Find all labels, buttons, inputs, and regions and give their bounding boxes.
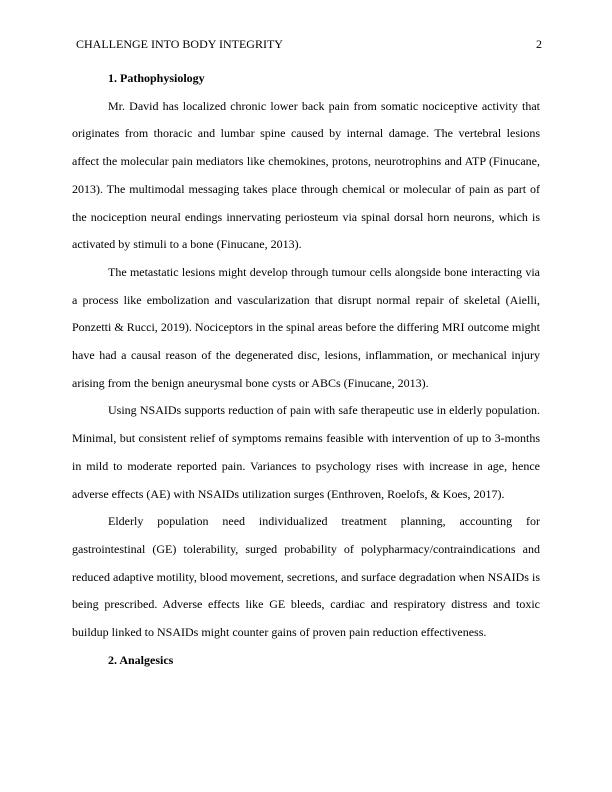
running-head-title: CHALLENGE INTO BODY INTEGRITY xyxy=(76,37,283,51)
paragraph-1: Mr. David has localized chronic lower back pain from somatic nociceptive activity that originates from thoracic and lumbar spine caused by internal damage. The vertebral lesions affect the molecular pain mediators like chemokines, protons, neurotrophins and ATP (Finucane, 2013). The multimodal messaging takes place through chemical or molecular of pain as part of the nociception neural endings innervating periosteum via spinal dorsal horn neurons, which is activated by stimuli to a bone (Finucane, 2013). xyxy=(72,98,540,252)
paragraph-2: The metastatic lesions might develop through tumour cells alongside bone interacting via a process like embolization and vascularization that disrupt normal repair of skeletal (Aielli, Ponzetti & Rucci, 2019). Nociceptors in the spinal areas before the differing MRI outcome might have had a causal reason of the degenerated disc, lesions, inflammation, or mechanical injury arising from the benign aneurysmal bone cysts or ABCs (Finucane, 2013). xyxy=(72,264,540,390)
page-number: 2 xyxy=(536,37,542,51)
paragraph-3: Using NSAIDs supports reduction of pain with safe therapeutic use in elderly population. Minimal, but consistent relief of symptoms remains feasible with intervention of up to 3-months in mild to moderate reported pain. Variances to psychology rises with increase in age, hence adverse effects (AE) with NSAIDs utilization surges (Enthroven, Roelofs, & Koes, 2017). xyxy=(72,403,540,501)
document-body xyxy=(72,65,540,674)
section-heading-pathophysiology: 1. Pathophysiology xyxy=(108,71,205,85)
section-heading-analgesics: 2. Analgesics xyxy=(108,652,174,667)
running-header xyxy=(76,36,542,52)
paragraph-4: Elderly population need individualized treatment planning, accounting for gastrointestinal (GE) tolerability, surged probability of polypharmacy/contraindications and reduced adaptive motility, blood movement, secretions, and surface degradation when NSAIDs is being prescribed. Adverse effects like GE bleeds, cardiac and respiratory distress and toxic buildup linked to NSAIDs might counter gains of proven pain reduction effectiveness. xyxy=(72,514,540,640)
